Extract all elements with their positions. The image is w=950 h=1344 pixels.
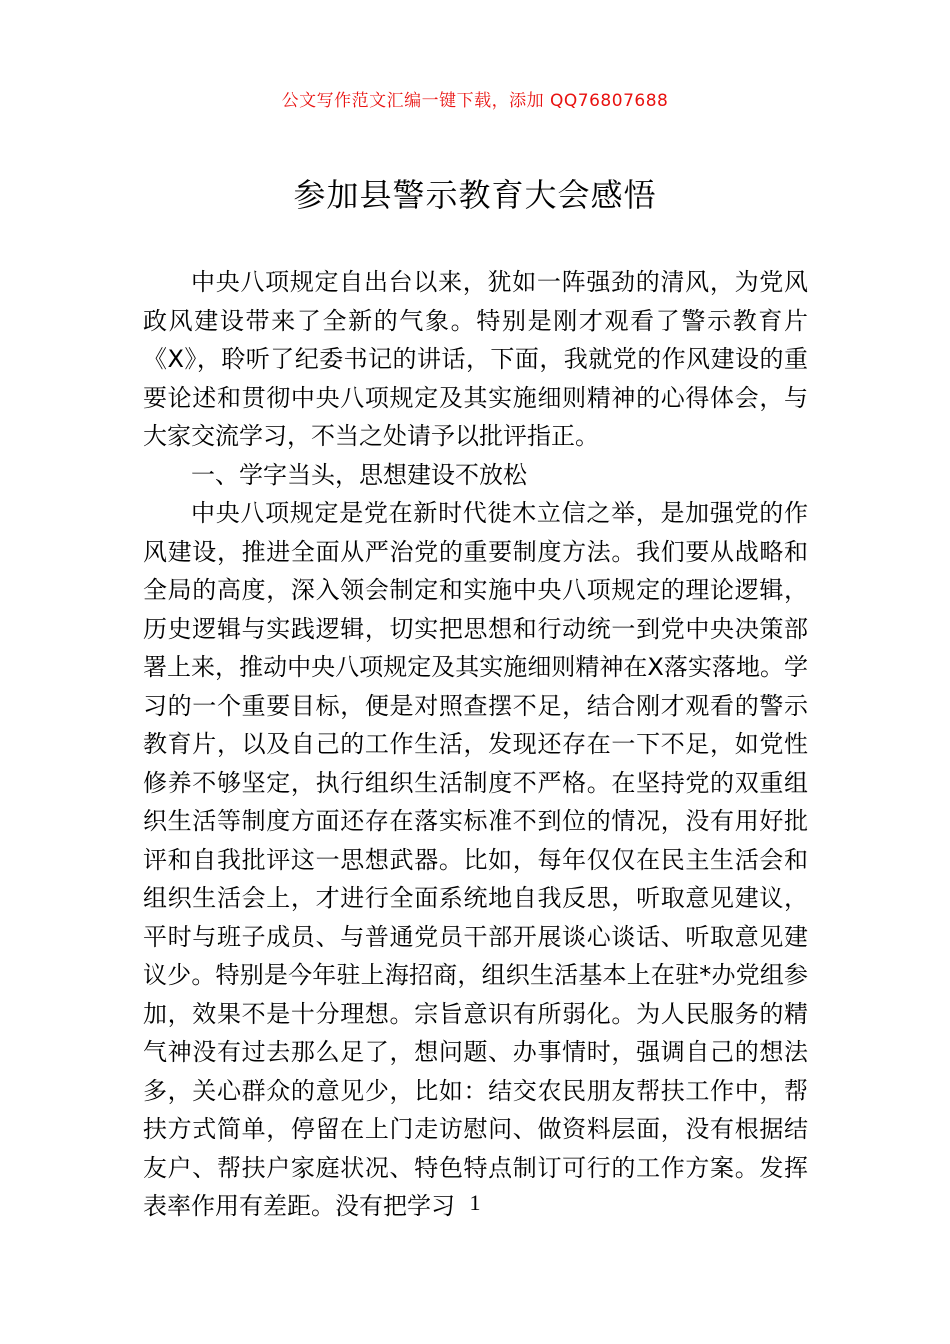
paragraph-section-1: 中央八项规定是党在新时代徙木立信之举，是加强党的作风建设，推进全面从严治党的重要制度方法。我们要从战略和全局的高度，深入领会制定和实施中央八项规定的理论逻辑，历史逻辑与实践逻辑，切实把思想和行动统一到党中央决策部署上来，推动中央八项规定及其实施细则精神在X落实落地。学习的一个重要目标，便是对照查摆不足，结合刚才观看的警示教育片，以及自己的工作生活，发现还存在一下不足，如党性修养不够坚定，执行组织生活制度不严格。在坚持党的双重组织生活等制度方面还存在落实标准不到位的情况，没有用好批评和自我批评这一思想武器。比如，每年仅仅在民主生活会和组织生活会上，才进行全面系统地自我反思，听取意见建议，平时与班子成员、与普通党员干部开展谈心谈话、听取意见建议少。特别是今年驻上海招商，组织生活基本上在驻*办党组参加，效果不是十分理想。宗旨意识有所弱化。为人民服务的精气神没有过去那么足了，想问题、办事情时，强调自己的想法多，关心群众的意见少，比如：结交农民朋友帮扶工作中，帮扶方式简单，停留在上门走访慰问、做资料层面，没有根据结友户、帮扶户家庭状况、特色特点制订可行的工作方案。发挥表率作用有差距。没有把学习 [143,499,808,1220]
paragraph-intro: 中央八项规定自出台以来，犹如一阵强劲的清风，为党风政风建设带来了全新的气象。特别是刚才观看了警示教育片《X》，聆听了纪委书记的讲话，下面，我就党的作风建设的重要论述和贯彻中央八项规定及其实施细则精神的心得体会，与大家交流学习，不当之处请予以批评指正。 [143,268,808,450]
header-watermark-note: 公文写作范文汇编一键下载，添加 QQ76807688 [281,91,669,111]
document-title: 参加县警示教育大会感悟 [293,176,657,214]
section-heading-1: 一、学字当头，思想建设不放松 [191,460,527,489]
document-body [143,263,808,1226]
page-number: 1 [469,1190,481,1215]
